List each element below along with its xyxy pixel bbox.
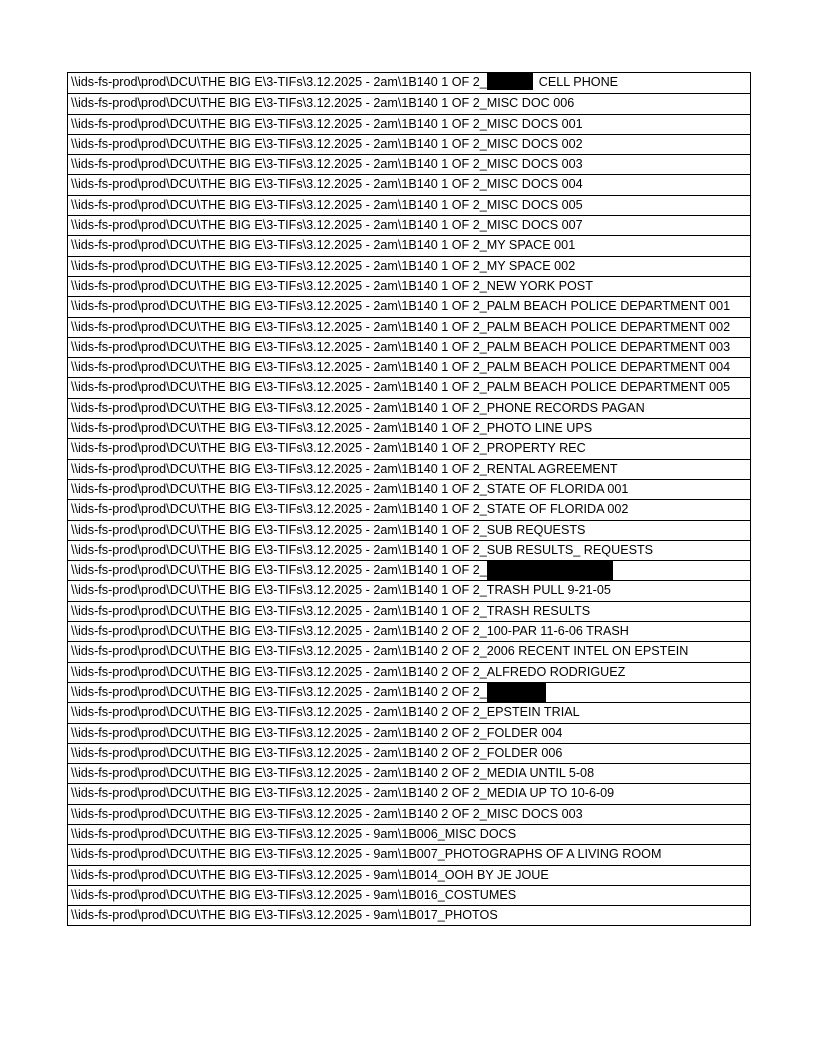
file-path-text: \\ids-fs-prod\prod\DCU\THE BIG E\3-TIFs\3.12.2025 - 2am\1B140 1 OF 2_PALM BEACH POLICE DEPARTMENT 004 <box>71 360 731 375</box>
file-path-text: \\ids-fs-prod\prod\DCU\THE BIG E\3-TIFs\3.12.2025 - 2am\1B140 1 OF 2_MISC DOC 006 <box>71 96 575 111</box>
file-path-text: \\ids-fs-prod\prod\DCU\THE BIG E\3-TIFs\3.12.2025 - 2am\1B140 2 OF 2_FOLDER 006 <box>71 745 563 760</box>
file-path-text: \\ids-fs-prod\prod\DCU\THE BIG E\3-TIFs\3.12.2025 - 2am\1B140 2 OF 2_EPSTEIN TRIAL <box>71 705 580 720</box>
table-row <box>68 357 750 377</box>
table-row <box>68 276 750 296</box>
table-row <box>68 580 750 600</box>
file-path-text: \\ids-fs-prod\prod\DCU\THE BIG E\3-TIFs\3.12.2025 - 9am\1B014_OOH BY JE JOUE <box>71 867 549 882</box>
table-row <box>68 174 750 194</box>
table-row <box>68 824 750 844</box>
file-path-text: \\ids-fs-prod\prod\DCU\THE BIG E\3-TIFs\3.12.2025 - 2am\1B140 1 OF 2_MISC DOCS 003 <box>71 157 583 172</box>
table-row <box>68 256 750 276</box>
table-row <box>68 235 750 255</box>
file-path-text: \\ids-fs-prod\prod\DCU\THE BIG E\3-TIFs\3.12.2025 - 2am\1B140 1 OF 2_PALM BEACH POLICE DEPARTMENT 001 <box>71 299 731 314</box>
table-row <box>68 114 750 134</box>
file-path-text: \\ids-fs-prod\prod\DCU\THE BIG E\3-TIFs\3.12.2025 - 2am\1B140 1 OF 2_MISC DOCS 001 <box>71 116 583 131</box>
file-path-text: \\ids-fs-prod\prod\DCU\THE BIG E\3-TIFs\3.12.2025 - 2am\1B140 1 OF 2_STATE OF FLORIDA 001 <box>71 481 629 496</box>
file-path-text: \\ids-fs-prod\prod\DCU\THE BIG E\3-TIFs\3.12.2025 - 2am\1B140 1 OF 2_MISC DOCS 007 <box>71 218 583 233</box>
table-row <box>68 601 750 621</box>
redaction-block <box>487 73 533 90</box>
file-path-text: \\ids-fs-prod\prod\DCU\THE BIG E\3-TIFs\3.12.2025 - 9am\1B006_MISC DOCS <box>71 826 517 841</box>
file-path-text: \\ids-fs-prod\prod\DCU\THE BIG E\3-TIFs\3.12.2025 - 2am\1B140 1 OF 2_PHOTO LINE UPS <box>71 421 593 436</box>
table-row <box>68 520 750 540</box>
file-path-text: \\ids-fs-prod\prod\DCU\THE BIG E\3-TIFs\3.12.2025 - 2am\1B140 2 OF 2_MISC DOCS 003 <box>71 806 583 821</box>
file-path-text: \\ids-fs-prod\prod\DCU\THE BIG E\3-TIFs\3.12.2025 - 2am\1B140 1 OF 2_MY SPACE 001 <box>71 238 576 253</box>
table-row <box>68 296 750 316</box>
file-path-text: \\ids-fs-prod\prod\DCU\THE BIG E\3-TIFs\3.12.2025 - 2am\1B140 1 OF 2_NEW YORK POST <box>71 278 593 293</box>
table-row <box>68 682 750 702</box>
file-path-suffix: CELL PHONE <box>538 75 619 89</box>
table-row <box>68 743 750 763</box>
file-path-text: \\ids-fs-prod\prod\DCU\THE BIG E\3-TIFs\3.12.2025 - 2am\1B140 1 OF 2_SUB REQUESTS <box>71 522 586 537</box>
file-path-text: \\ids-fs-prod\prod\DCU\THE BIG E\3-TIFs\3.12.2025 - 2am\1B140 1 OF 2_SUB RESULTS_ REQUESTS <box>71 542 654 557</box>
table-row <box>68 398 750 418</box>
table-row <box>68 865 750 885</box>
table-row <box>68 377 750 397</box>
file-path-text: \\ids-fs-prod\prod\DCU\THE BIG E\3-TIFs\3.12.2025 - 2am\1B140 1 OF 2_STATE OF FLORIDA 002 <box>71 502 629 517</box>
file-path-text: \\ids-fs-prod\prod\DCU\THE BIG E\3-TIFs\3.12.2025 - 2am\1B140 2 OF 2_ALFREDO RODRIGUEZ <box>71 664 626 679</box>
redaction-block <box>487 560 613 580</box>
file-path-text: \\ids-fs-prod\prod\DCU\THE BIG E\3-TIFs\3.12.2025 - 2am\1B140 1 OF 2_PALM BEACH POLICE DEPARTMENT 005 <box>71 380 731 395</box>
file-path-text: \\ids-fs-prod\prod\DCU\THE BIG E\3-TIFs\3.12.2025 - 2am\1B140 1 OF 2_RENTAL AGREEMENT <box>71 461 618 476</box>
table-row <box>68 73 750 93</box>
table-row <box>68 621 750 641</box>
table-row <box>68 804 750 824</box>
file-path-text: \\ids-fs-prod\prod\DCU\THE BIG E\3-TIFs\3.12.2025 - 2am\1B140 2 OF 2_ <box>71 684 487 699</box>
table-row <box>68 723 750 743</box>
table-row <box>68 479 750 499</box>
table-row <box>68 560 750 580</box>
table-row <box>68 783 750 803</box>
table-row <box>68 134 750 154</box>
table-row <box>68 662 750 682</box>
table-row <box>68 702 750 722</box>
table-row <box>68 337 750 357</box>
table-row <box>68 215 750 235</box>
file-path-text: \\ids-fs-prod\prod\DCU\THE BIG E\3-TIFs\3.12.2025 - 2am\1B140 1 OF 2_MY SPACE 002 <box>71 258 576 273</box>
file-path-text: \\ids-fs-prod\prod\DCU\THE BIG E\3-TIFs\3.12.2025 - 2am\1B140 2 OF 2_FOLDER 004 <box>71 725 563 740</box>
table-row <box>68 317 750 337</box>
file-path-text: \\ids-fs-prod\prod\DCU\THE BIG E\3-TIFs\3.12.2025 - 2am\1B140 1 OF 2_ <box>71 75 487 89</box>
table-row <box>68 905 750 925</box>
file-path-text: \\ids-fs-prod\prod\DCU\THE BIG E\3-TIFs\3.12.2025 - 2am\1B140 2 OF 2_MEDIA UNTIL 5-08 <box>71 766 595 781</box>
table-row <box>68 844 750 864</box>
file-path-text: \\ids-fs-prod\prod\DCU\THE BIG E\3-TIFs\3.12.2025 - 2am\1B140 1 OF 2_TRASH PULL 9-21-05 <box>71 583 611 598</box>
file-path-text: \\ids-fs-prod\prod\DCU\THE BIG E\3-TIFs\3.12.2025 - 2am\1B140 2 OF 2_2006 RECENT INTEL ON EPSTEIN <box>71 644 689 659</box>
file-path-text: \\ids-fs-prod\prod\DCU\THE BIG E\3-TIFs\3.12.2025 - 2am\1B140 1 OF 2_PROPERTY REC <box>71 441 586 456</box>
table-row <box>68 763 750 783</box>
table-row <box>68 885 750 905</box>
table-row <box>68 641 750 661</box>
file-path-text: \\ids-fs-prod\prod\DCU\THE BIG E\3-TIFs\3.12.2025 - 2am\1B140 2 OF 2_100-PAR 11-6-06 TRASH <box>71 624 629 639</box>
file-path-text: \\ids-fs-prod\prod\DCU\THE BIG E\3-TIFs\3.12.2025 - 2am\1B140 1 OF 2_MISC DOCS 005 <box>71 197 583 212</box>
table-row <box>68 418 750 438</box>
table-row <box>68 459 750 479</box>
file-path-text: \\ids-fs-prod\prod\DCU\THE BIG E\3-TIFs\3.12.2025 - 2am\1B140 1 OF 2_PALM BEACH POLICE DEPARTMENT 003 <box>71 339 731 354</box>
table-row <box>68 195 750 215</box>
file-path-text: \\ids-fs-prod\prod\DCU\THE BIG E\3-TIFs\3.12.2025 - 2am\1B140 1 OF 2_MISC DOCS 004 <box>71 177 583 192</box>
file-path-table <box>67 72 751 926</box>
table-row <box>68 154 750 174</box>
file-path-text: \\ids-fs-prod\prod\DCU\THE BIG E\3-TIFs\3.12.2025 - 2am\1B140 1 OF 2_TRASH RESULTS <box>71 603 591 618</box>
table-row <box>68 438 750 458</box>
file-path-text: \\ids-fs-prod\prod\DCU\THE BIG E\3-TIFs\3.12.2025 - 9am\1B017_PHOTOS <box>71 908 498 923</box>
table-row <box>68 499 750 519</box>
table-row <box>68 540 750 560</box>
table-row <box>68 93 750 113</box>
file-path-text: \\ids-fs-prod\prod\DCU\THE BIG E\3-TIFs\3.12.2025 - 2am\1B140 1 OF 2_PALM BEACH POLICE DEPARTMENT 002 <box>71 319 731 334</box>
file-path-text: \\ids-fs-prod\prod\DCU\THE BIG E\3-TIFs\3.12.2025 - 2am\1B140 1 OF 2_ <box>71 563 487 578</box>
file-path-text: \\ids-fs-prod\prod\DCU\THE BIG E\3-TIFs\3.12.2025 - 2am\1B140 1 OF 2_PHONE RECORDS PAGAN <box>71 400 645 415</box>
file-path-text: \\ids-fs-prod\prod\DCU\THE BIG E\3-TIFs\3.12.2025 - 9am\1B007_PHOTOGRAPHS OF A LIVING ROOM <box>71 847 662 862</box>
redaction-block <box>487 682 546 702</box>
file-path-text: \\ids-fs-prod\prod\DCU\THE BIG E\3-TIFs\3.12.2025 - 2am\1B140 1 OF 2_MISC DOCS 002 <box>71 136 583 151</box>
file-path-text: \\ids-fs-prod\prod\DCU\THE BIG E\3-TIFs\3.12.2025 - 9am\1B016_COSTUMES <box>71 887 517 902</box>
file-path-text: \\ids-fs-prod\prod\DCU\THE BIG E\3-TIFs\3.12.2025 - 2am\1B140 2 OF 2_MEDIA UP TO 10-6-09 <box>71 786 615 801</box>
